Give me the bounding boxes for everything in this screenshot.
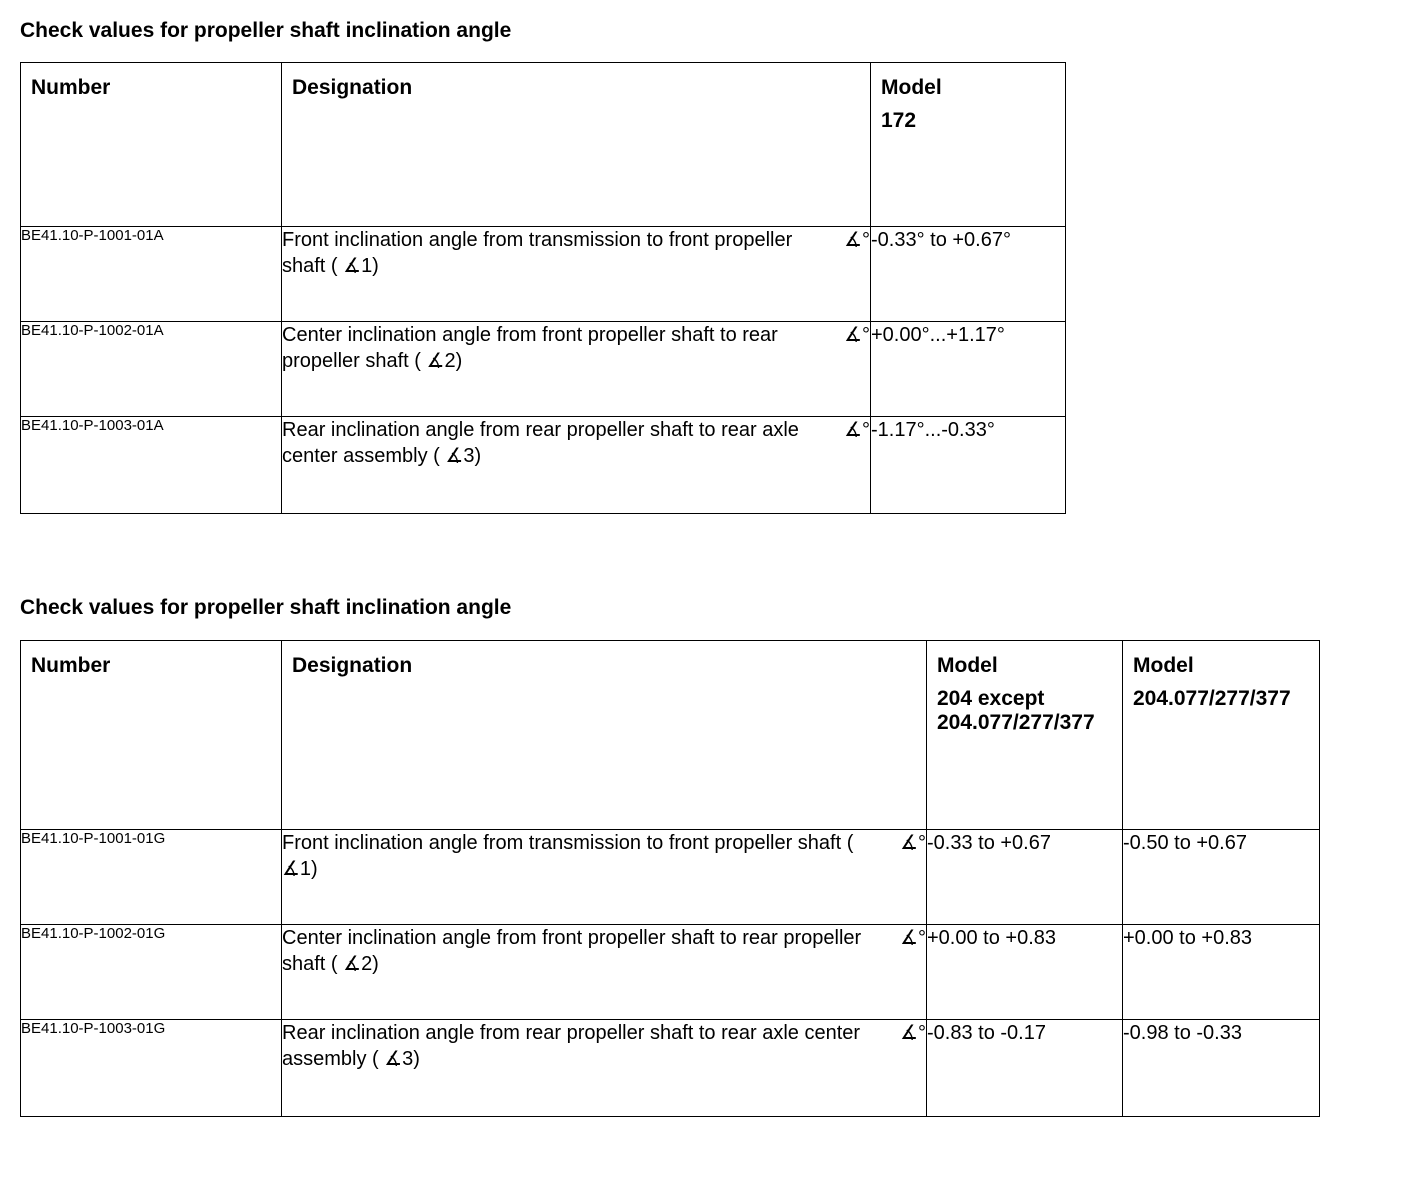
row-number: BE41.10-P-1001-01G [21, 830, 282, 925]
row-designation-cell [282, 417, 871, 514]
column-header-number [21, 63, 282, 227]
row-value-model-172: +0.00°...+1.17° [871, 322, 1066, 417]
angle-degree-icon: ∡° [900, 1022, 926, 1044]
header-model-value: 204.077/277/377 [1133, 687, 1291, 710]
column-header-model [871, 63, 1066, 227]
angle-degree-icon: ∡° [844, 229, 870, 251]
row-designation: Front inclination angle from transmission to front propeller shaft ( ∡1) [282, 229, 793, 277]
angle-degree-icon: ∡° [900, 927, 926, 949]
table-header-row [21, 63, 1066, 227]
row-value-model-204-except: +0.00 to +0.83 [927, 925, 1123, 1020]
header-model-label: Model [1133, 654, 1194, 677]
row-value-model-204-except: -0.83 to -0.17 [927, 1020, 1123, 1117]
table-row [21, 322, 1066, 417]
row-number: BE41.10-P-1002-01G [21, 925, 282, 1020]
row-designation-cell [282, 322, 871, 417]
table-row [21, 925, 1320, 1020]
row-number: BE41.10-P-1003-01G [21, 1020, 282, 1117]
row-designation-cell [282, 830, 927, 925]
row-value-model-204-077: -0.98 to -0.33 [1123, 1020, 1320, 1117]
angle-degree-icon: ∡° [844, 324, 870, 346]
table-header-row [21, 641, 1320, 830]
row-designation: Center inclination angle from front propeller shaft to rear propeller shaft ( ∡2) [282, 324, 778, 372]
row-number: BE41.10-P-1001-01A [21, 227, 282, 322]
row-number: BE41.10-P-1003-01A [21, 417, 282, 514]
row-designation-cell [282, 925, 927, 1020]
angle-degree-icon: ∡° [844, 419, 870, 441]
header-model-value-line1: 204 except [937, 687, 1045, 710]
header-model-label: Model [881, 76, 942, 99]
table-row [21, 227, 1066, 322]
header-designation-label: Designation [292, 654, 413, 677]
row-designation: Front inclination angle from transmission to front propeller shaft ( ∡1) [282, 832, 854, 880]
row-designation: Rear inclination angle from rear propeller shaft to rear axle center assembly ( ∡3) [282, 1022, 861, 1070]
row-value-model-204-except: -0.33 to +0.67 [927, 830, 1123, 925]
column-header-number [21, 641, 282, 830]
header-number-label: Number [31, 76, 111, 99]
table-row [21, 1020, 1320, 1117]
header-designation-label: Designation [292, 76, 413, 99]
check-values-table-model-172 [20, 62, 1066, 514]
header-model-value: 172 [881, 109, 917, 132]
row-number: BE41.10-P-1002-01A [21, 322, 282, 417]
row-value-model-172: -1.17°...-0.33° [871, 417, 1066, 514]
header-number-label: Number [31, 654, 111, 677]
row-designation: Center inclination angle from front propeller shaft to rear propeller shaft ( ∡2) [282, 927, 862, 975]
header-model-value-line2: 204.077/277/377 [937, 711, 1095, 734]
section-title-model-172: Check values for propeller shaft inclination angle [20, 19, 512, 42]
check-values-table-model-204 [20, 640, 1320, 1117]
column-header-model-204-077 [1123, 641, 1320, 830]
section-title-model-204: Check values for propeller shaft inclination angle [20, 596, 512, 619]
column-header-designation [282, 641, 927, 830]
angle-degree-icon: ∡° [900, 832, 926, 854]
header-model-label: Model [937, 654, 998, 677]
column-header-model-204-except [927, 641, 1123, 830]
row-designation-cell [282, 1020, 927, 1117]
row-value-model-204-077: +0.00 to +0.83 [1123, 925, 1320, 1020]
table-row [21, 417, 1066, 514]
table-row [21, 830, 1320, 925]
row-designation-cell [282, 227, 871, 322]
row-designation: Rear inclination angle from rear propeller shaft to rear axle center assembly ( ∡3) [282, 419, 799, 467]
column-header-designation [282, 63, 871, 227]
row-value-model-172: -0.33° to +0.67° [871, 227, 1066, 322]
row-value-model-204-077: -0.50 to +0.67 [1123, 830, 1320, 925]
